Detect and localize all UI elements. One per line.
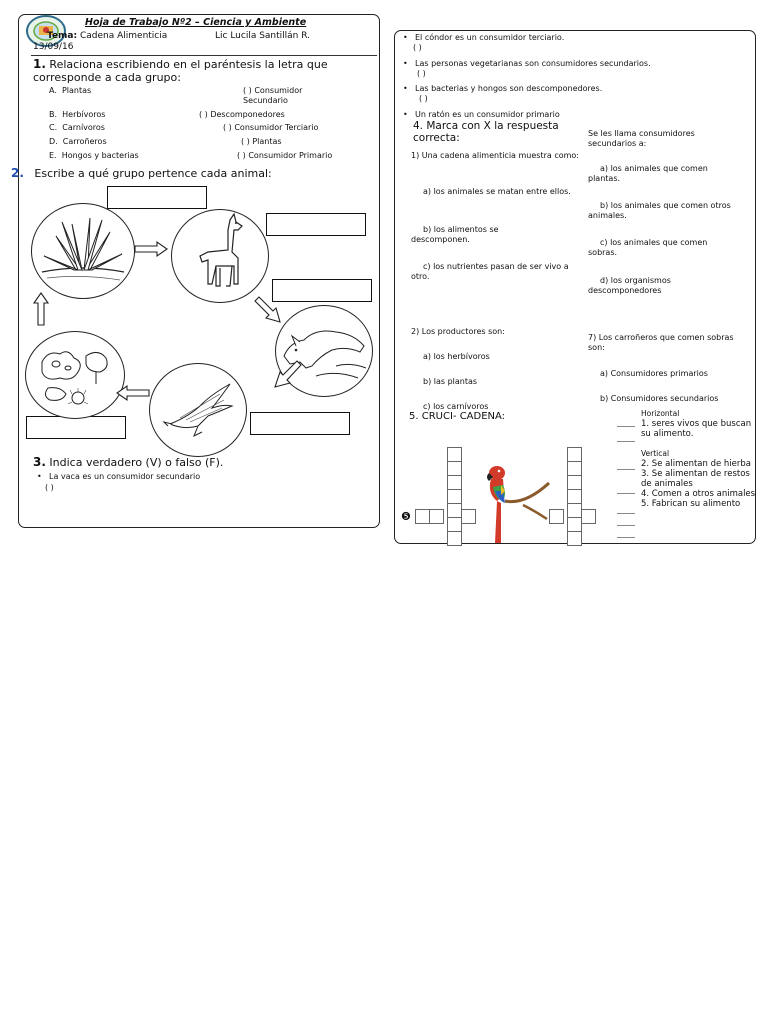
question-2-number: 2.: [11, 166, 24, 180]
crossword-cell[interactable]: [447, 447, 462, 462]
clue-line: [617, 537, 635, 538]
crossword-cell[interactable]: [415, 509, 430, 524]
q1-item-c: C. Carnívoros: [49, 123, 105, 132]
crossword-cell[interactable]: [447, 531, 462, 546]
tf-item-mouse: • Un ratón es un consumidor primario: [415, 110, 745, 118]
question-2-text: Escribe a qué grupo pertence cada animal:: [34, 167, 272, 180]
crossword-cell[interactable]: [581, 509, 596, 524]
q1-item-a: A. Plantas: [49, 86, 92, 95]
arrow-condor-to-decomposers-icon: [115, 385, 151, 401]
question-1-text: Relaciona escribiendo en el paréntesis la letra que corresponde a cada grupo:: [33, 58, 328, 84]
q1-match-4[interactable]: ( ) Plantas: [241, 137, 282, 146]
arrow-puma-to-condor-icon: [273, 361, 303, 389]
topic-label: Tema:: [47, 31, 78, 41]
worksheet-date: 13/09/16: [33, 42, 74, 52]
decomposers-illustration: [25, 331, 125, 419]
crossword-cell[interactable]: [429, 509, 444, 524]
q1-match-2[interactable]: ( ) Descomponedores: [199, 110, 285, 119]
q4-q6-option-a[interactable]: a) los animales que comen plantas.: [588, 164, 708, 183]
q4-q6-option-c[interactable]: c) los animales que comen sobras.: [588, 238, 708, 257]
crossword-cell[interactable]: [567, 447, 582, 462]
worksheet-title: Hoja de Trabajo Nº2 – Ciencia y Ambiente: [85, 17, 307, 28]
tf-item-bacteria: • Las bacterias y hongos son descomponedores.: [415, 84, 745, 94]
q1-item-e: E. Hongos y bacterias: [49, 151, 139, 160]
llama-illustration: [171, 209, 269, 303]
vertical-clue-2: 2. Se alimentan de hierba: [641, 459, 752, 469]
q1-match-5[interactable]: ( ) Consumidor Primario: [237, 151, 333, 160]
clue-line: [617, 426, 635, 427]
tf-item-bacteria-paren[interactable]: ( ): [419, 94, 428, 103]
crossword-cell[interactable]: [447, 475, 462, 490]
worksheet-right-panel: [394, 30, 756, 544]
q4-q1-option-c[interactable]: c) los nutrientes pasan de ser vivo a otro.: [411, 262, 569, 281]
crossword-cell[interactable]: [461, 509, 476, 524]
q4-question-1: 1) Una cadena alimenticia muestra como:: [411, 151, 579, 160]
clue-line: [617, 493, 635, 494]
crossword-cell[interactable]: [567, 531, 582, 546]
tf-item-vegetarians: • Las personas vegetarianas son consumidores secundarios.: [415, 59, 745, 69]
teacher-name: Lic Lucila Santillán R.: [215, 31, 311, 41]
topic-line: [47, 31, 167, 42]
question-3-text: Indica verdadero (V) o falso (F).: [49, 456, 224, 469]
arrow-decomposers-to-plant-icon: [33, 291, 49, 327]
crossword-cell[interactable]: [567, 461, 582, 476]
answer-box-plants[interactable]: [266, 213, 366, 236]
worksheet-left-panel: [11, 14, 380, 528]
crossword-cell[interactable]: [447, 503, 462, 518]
clue-line: [617, 513, 635, 514]
clue-line: [617, 469, 635, 470]
vertical-clue-5: 5. Fabrican su alimento: [641, 499, 741, 509]
crossword-cell[interactable]: [447, 517, 462, 532]
q1-item-d: D. Carroñeros: [49, 137, 107, 146]
crossword-clues: [641, 409, 757, 509]
q1-match-3[interactable]: ( ) Consumidor Terciario: [223, 123, 319, 132]
crossword-cell[interactable]: [567, 489, 582, 504]
arrow-plant-to-llama-icon: [133, 241, 169, 257]
q4-question-6: Se les llama consumidores secundarios a:: [588, 129, 695, 148]
q4-q6-option-d[interactable]: d) los organismos descomponedores: [588, 276, 671, 295]
clue-line: [617, 525, 635, 526]
condor-illustration: [149, 363, 247, 457]
q4-question-7: 7) Los carroñeros que comen sobras son:: [588, 333, 734, 352]
vertical-clue-4: 4. Comen a otros animales: [641, 489, 756, 499]
clue-line: [617, 441, 635, 442]
q3-item-1-paren[interactable]: ( ): [45, 483, 54, 492]
q4-q2-option-a[interactable]: a) los herbívoros: [423, 352, 490, 361]
question-5-title: 5. CRUCI- CADENA:: [409, 411, 506, 422]
horizontal-clue-1: 1. seres vivos que buscan su alimento.: [641, 419, 752, 439]
plant-illustration: [31, 203, 135, 299]
q4-q6-option-b[interactable]: b) los animales que comen otros animales.: [588, 201, 731, 220]
q4-question-2: 2) Los productores son:: [411, 327, 505, 336]
question-1-number: 1.: [33, 57, 46, 71]
answer-box-condor[interactable]: [250, 412, 350, 435]
crossword-cell[interactable]: [447, 461, 462, 476]
vertical-clues-label: Vertical: [641, 449, 670, 458]
tf-item-vegetarians-paren[interactable]: ( ): [417, 69, 426, 78]
topic-value: Cadena Alimenticia: [79, 31, 168, 41]
parrot-illustration: [475, 461, 555, 543]
q4-q2-option-c[interactable]: c) los carnívoros: [423, 402, 489, 411]
q4-q7-option-b[interactable]: b) Consumidores secundarios: [600, 394, 719, 403]
answer-box-puma[interactable]: [272, 279, 372, 302]
arrow-llama-to-puma-icon: [253, 295, 283, 325]
crossword-cell[interactable]: [567, 475, 582, 490]
q4-q1-option-a[interactable]: a) los animales se matan entre ellos.: [423, 187, 571, 196]
q3-item-1: • La vaca es un consumidor secundario: [49, 472, 349, 482]
tf-item-condor-paren[interactable]: ( ): [413, 43, 422, 52]
vertical-clue-3: 3. Se alimentan de restos de animales: [641, 469, 750, 489]
question-4-title: 4. Marca con X la respuesta correcta:: [413, 120, 559, 144]
q4-q1-option-b[interactable]: b) los alimentos se descomponen.: [411, 225, 499, 244]
q4-q2-option-b[interactable]: b) las plantas: [423, 377, 478, 386]
question-3-number: 3.: [33, 455, 46, 469]
crossword-marker-5: ❺: [401, 510, 411, 523]
question-1: [33, 58, 353, 84]
crossword-cell[interactable]: [447, 489, 462, 504]
crossword-cell[interactable]: [567, 517, 582, 532]
crossword-cell[interactable]: [567, 503, 582, 518]
question-2: [11, 167, 331, 180]
q1-match-1[interactable]: ( ) Consumidor Secundario: [243, 86, 303, 105]
header-divider: [31, 55, 377, 56]
q1-item-b: B. Herbívoros: [49, 110, 106, 119]
q4-q7-option-a[interactable]: a) Consumidores primarios: [600, 369, 708, 378]
tf-item-condor: • El cóndor es un consumidor terciario.: [415, 33, 745, 43]
horizontal-clues-label: Horizontal: [641, 409, 680, 418]
question-3: [33, 456, 333, 469]
